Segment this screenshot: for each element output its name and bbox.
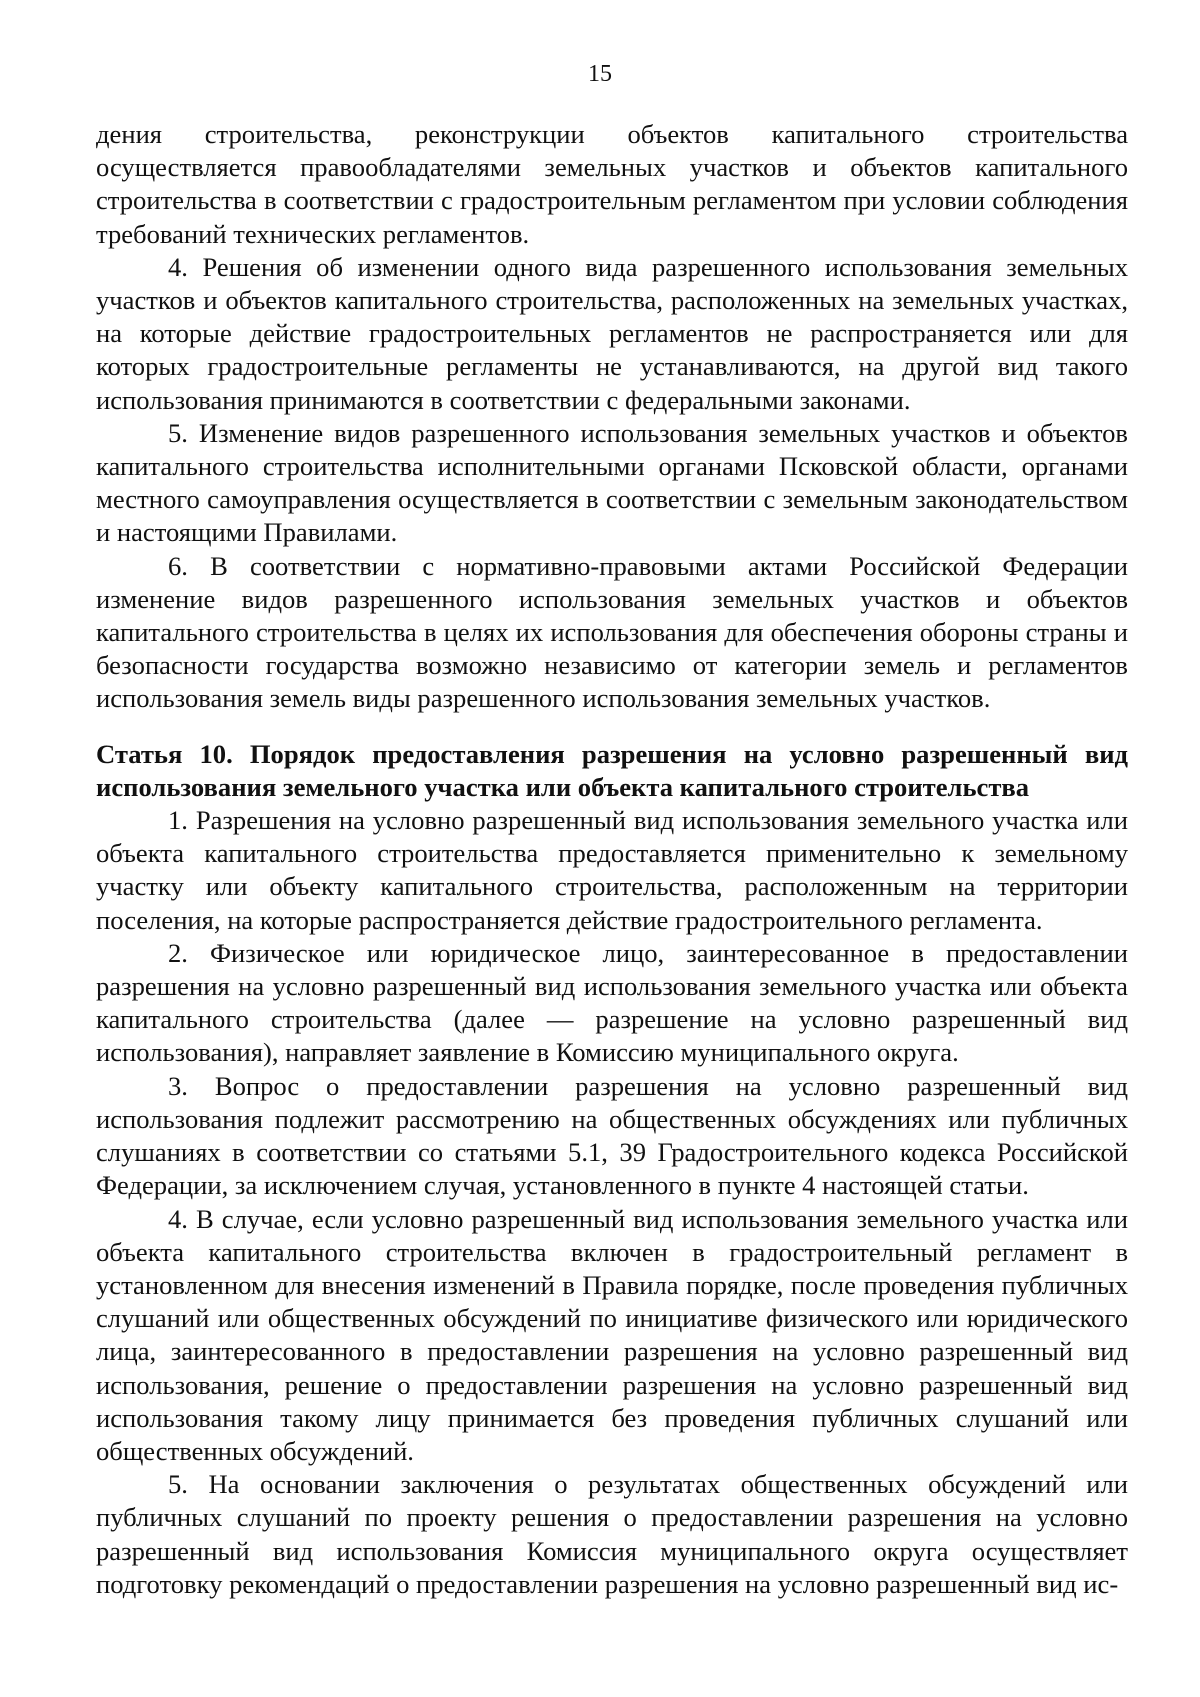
article-paragraph-2: 2. Физическое или юридическое лицо, заинтересованное в предоставлении разрешения на условно разрешенный вид использования земельного участка или объекта капитального строительства (далее — разрешение на условно разрешенный вид использования), направляет заявление в Комиссию муниципального округа. (96, 937, 1128, 1068)
document-body (96, 118, 1128, 1601)
article-paragraph-4: 4. В случае, если условно разрешенный вид использования земельного участка или объекта капитального строительства включен в градостроительный регламент в установленном для внесения изменений в Правила порядке, после проведения публичных слушаний или общественных обсуждений по инициативе физического или юридического лица, заинтересованного в предоставлении разрешения на условно разрешенный вид использования, решение о предоставлении разрешения на условно разрешенный вид использования такому лицу принимается без проведения публичных слушаний или общественных обсуждений. (96, 1203, 1128, 1466)
page-number: 15 (588, 61, 612, 87)
article-paragraph-5: 5. На основании заключения о результатах общественных обсуждений или публичных слушаний по проекту решения о предоставлении разрешения на условно разрешенный вид использования Комиссия муниципального округа осуществляет подготовку рекомендаций о предоставлении разрешения на условно разрешенный вид ис- (96, 1469, 1128, 1599)
paragraph-item-6: 6. В соответствии с нормативно-правовыми актами Российской Федерации изменение видов разрешенного использования земельных участков и объектов капитального строительства в целях их использования для обеспечения обороны страны и безопасности государства возможно независимо от категории земель и регламентов использования земель виды разрешенного использования земельных участков. (96, 550, 1128, 714)
paragraph-item-4: 4. Решения об изменении одного вида разрешенного использования земельных участков и объектов капитального строительства, расположенных на земельных участках, на которые действие градостроительных регламентов не распространяется или для которых градостроительные регламенты не устанавливаются, на другой вид такого использования принимаются в соответствии с федеральными законами. (96, 251, 1128, 415)
article-paragraph-3: 3. Вопрос о предоставлении разрешения на условно разрешенный вид использования подлежит рассмотрению на общественных обсуждениях или публичных слушаниях в соответствии со статьями 5.1, 39 Градостроительного кодекса Российской Федерации, за исключением случая, установленного в пункте 4 настоящей статьи. (96, 1070, 1128, 1201)
paragraph-item-5: 5. Изменение видов разрешенного использования земельных участков и объектов капитального строительства исполнительными органами Псковской области, органами местного самоуправления осуществляется в соответствии с земельным законодательством и настоящими Правилами. (96, 417, 1128, 548)
article-10-heading: Статья 10. Порядок предоставления разрешения на условно разрешенный вид использования земельного участка или объекта капитального строительства (96, 738, 1128, 802)
article-paragraph-1: 1. Разрешения на условно разрешенный вид использования земельного участка или объекта капитального строительства предоставляется применительно к земельному участку или объекту капитального строительства, расположенным на территории поселения, на которые распространяется действие градостроительного регламента. (96, 805, 1128, 935)
paragraph-continuation: дения строительства, реконструкции объектов капитального строительства осуществляется правообладателями земельных участков и объектов капитального строительства в соответствии с градостроительным регламентом при условии соблюдения требований технических регламентов. (96, 119, 1128, 249)
